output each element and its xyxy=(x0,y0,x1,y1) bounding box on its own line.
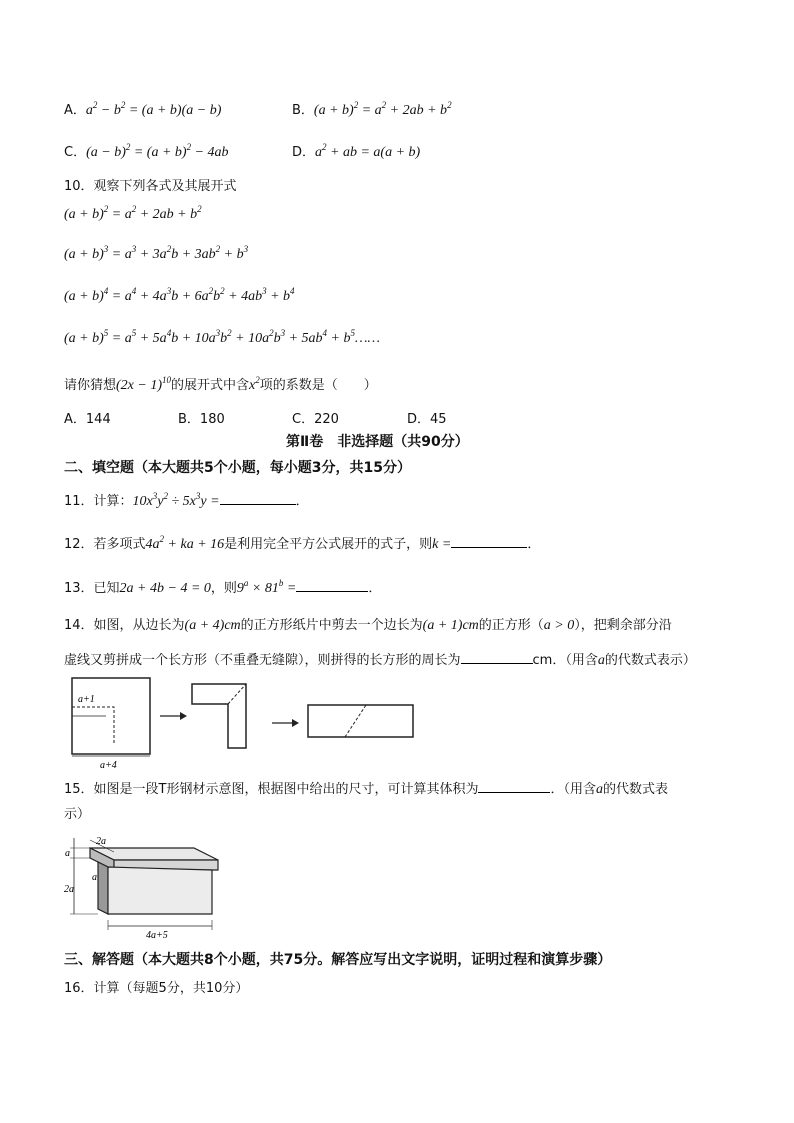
label-a-plus-1: a+1 xyxy=(78,694,95,705)
q15-line1: 15．如图是一段T形钢材示意图，根据图中给出的尺寸，可计算其体积为 ．（用含a的代数式表 xyxy=(64,778,668,798)
q14-figure xyxy=(62,672,426,772)
q9-option-a: A．$a^2 - b^2 = (a + b)(a - b)$ xyxy=(64,100,222,118)
result-rectangle xyxy=(308,705,413,737)
q15-figure xyxy=(62,830,222,940)
q10-option-c: C．220 xyxy=(292,412,339,427)
q11-answer-blank[interactable] xyxy=(220,490,296,505)
q10-stem: 10．观察下列各式及其展开式 xyxy=(64,179,237,194)
q12-answer-blank[interactable] xyxy=(451,533,527,548)
q9-option-c: C．$(a - b)^2 = (a + b)^2 - 4ab$ xyxy=(64,142,229,160)
q11: 11．计算：$10x^3y^2 \div 5x^3y$ = ． xyxy=(64,491,309,509)
label-a-plus-4: a+4 xyxy=(100,760,117,771)
q10-expansion-1: $(a + b)^2 = a^2 + 2ab + b^2$ xyxy=(64,204,202,222)
q10-expansion-2: $(a + b)^3 = a^3 + 3a^2b + 3ab^2 + b^3$ xyxy=(64,244,249,262)
arrow-1-head xyxy=(180,712,187,720)
q13-answer-blank[interactable] xyxy=(296,577,368,592)
q9-option-b: B．$(a + b)^2 = a^2 + 2ab + b^2$ xyxy=(292,100,452,118)
label-a-left: a xyxy=(65,848,70,859)
q10-option-b: B．180 xyxy=(178,412,225,427)
label-2a-top: 2a xyxy=(96,836,106,847)
section2-title: 二、填空题（本大题共5个小题，每小题3分，共15分） xyxy=(64,460,411,476)
q13: 13．已知2a + 4b − 4 = 0，则$9^a \times 81^b$ = ． xyxy=(64,578,382,596)
t-web-front xyxy=(108,867,212,914)
section3-title: 三、解答题（本大题共8个小题，共75分。解答应写出文字说明，证明过程和演算步骤） xyxy=(64,952,612,968)
q16: 16．计算（每题5分，共10分） xyxy=(64,981,249,996)
q12: 12．若多项式$4a^2$ + ka + 16是利用完全平方公式展开的式子，则k = ． xyxy=(64,534,541,552)
label-a-web: a xyxy=(92,872,97,883)
label-2a-left: 2a xyxy=(64,884,74,895)
t-web-side xyxy=(98,862,108,914)
q10-question: 请你猜想$(2x - 1)^{10}$的展开式中含$x^2$项的系数是（ ） xyxy=(64,375,377,393)
q14-line1: 14．如图，从边长为(a + 4)cm的正方形纸片中剪去一个边长为(a + 1)cm的正方形（a > 0），把剩余部分沿 xyxy=(64,618,672,633)
l-shape-cut xyxy=(228,684,246,704)
q9-option-d: D．$a^2$ + ab = a(a + b) xyxy=(292,142,421,160)
arrow-2-head xyxy=(292,719,299,727)
cut-line xyxy=(72,707,114,744)
q14-line2: 虚线又剪拼成一个长方形（不重叠无缝隙），则拼得的长方形的周长为 cm．（用含a的代数式表示） xyxy=(64,649,696,669)
l-shape xyxy=(192,684,246,748)
q15-line2: 示） xyxy=(64,807,91,822)
q10-option-a: A．144 xyxy=(64,412,111,427)
label-4a-plus-5: 4a+5 xyxy=(146,930,168,940)
q10-expansion-3: $(a + b)^4 = a^4 + 4a^3b + 6a^2b^2 + 4ab^3 + b^4$ xyxy=(64,286,295,304)
rect-cut xyxy=(345,705,366,737)
q15-answer-blank[interactable] xyxy=(478,778,550,793)
q14-answer-blank[interactable] xyxy=(461,649,533,664)
part2-title: 第Ⅱ卷 非选择题（共90分） xyxy=(286,434,469,450)
q10-expansion-4: $(a + b)^5 = a^5 + 5a^4b + 10a^3b^2 + 10a^2b^3 + 5ab^4$ + $b^5\dots\dots$ xyxy=(64,328,380,346)
q10-option-d: D．45 xyxy=(407,412,447,427)
